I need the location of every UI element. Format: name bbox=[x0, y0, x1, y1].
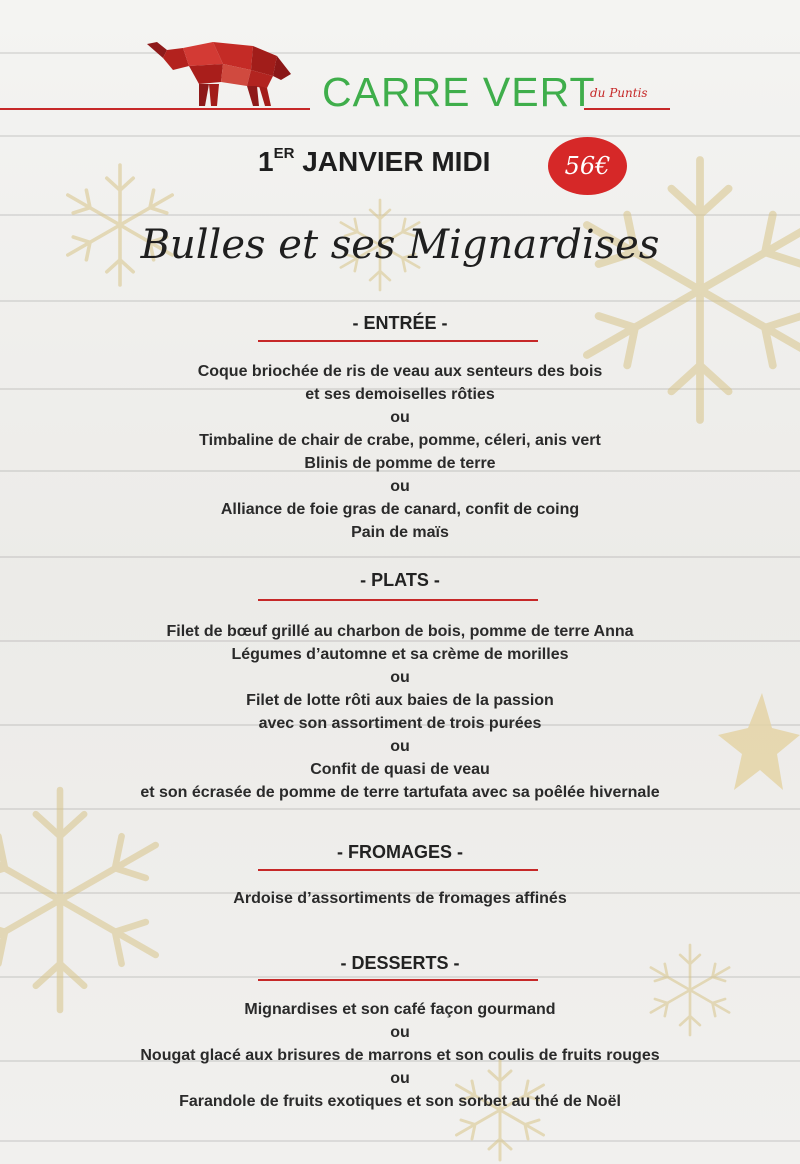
menu-line: ou bbox=[390, 738, 410, 755]
header-line-left bbox=[0, 108, 310, 110]
section-lines-desserts bbox=[0, 998, 800, 1113]
section-title-fromages: - FROMAGES - bbox=[337, 842, 463, 862]
menu-line: ou bbox=[390, 1070, 410, 1087]
section-rule bbox=[258, 869, 538, 871]
menu-line: Filet de bœuf grillé au charbon de bois, pomme de terre Anna bbox=[166, 623, 634, 640]
menu-line: ou bbox=[390, 478, 410, 495]
menu-line: Coque briochée de ris de veau aux senteurs des bois bbox=[197, 363, 603, 380]
section-rule bbox=[258, 599, 538, 601]
event-title-rest: JANVIER MIDI bbox=[294, 146, 491, 177]
section-lines-fromages bbox=[0, 887, 800, 910]
section-lines-entree bbox=[0, 360, 800, 544]
menu-line: Légumes d’automne et sa crème de morilles bbox=[231, 646, 569, 663]
bull-logo bbox=[143, 36, 293, 108]
menu-line: Timbaline de chair de crabe, pomme, céleri, anis vert bbox=[199, 432, 601, 449]
menu-line: Farandole de fruits exotiques et son sorbet au thé de Noël bbox=[179, 1093, 621, 1110]
section-rule bbox=[258, 979, 538, 981]
event-day-suffix: ER bbox=[273, 145, 295, 162]
menu-line: Confit de quasi de veau bbox=[310, 761, 490, 778]
menu-line: Pain de maïs bbox=[351, 524, 449, 541]
section-title-entree: - ENTRÉE - bbox=[352, 313, 448, 333]
header-line-right bbox=[584, 108, 670, 110]
brand-subtitle: du Puntis bbox=[590, 86, 648, 100]
tagline: Bulles et ses Mignardises bbox=[140, 222, 660, 268]
menu-line: ou bbox=[390, 1024, 410, 1041]
section-rule bbox=[258, 340, 538, 342]
section-title-desserts: - DESSERTS - bbox=[340, 953, 460, 973]
brand-name: CARRE VERT bbox=[322, 69, 596, 115]
menu-line: Alliance de foie gras de canard, confit de coing bbox=[220, 501, 580, 518]
menu-line: et son écrasée de pomme de terre tartufata avec sa poêlée hivernale bbox=[140, 784, 660, 801]
section-title-plats: - PLATS - bbox=[360, 570, 440, 590]
menu-line: Nougat glacé aux brisures de marrons et son coulis de fruits rouges bbox=[140, 1047, 660, 1064]
menu-line: Blinis de pomme de terre bbox=[304, 455, 496, 472]
section-lines-plats bbox=[0, 620, 800, 804]
menu-line: ou bbox=[390, 409, 410, 426]
price-badge: 56€ bbox=[548, 137, 627, 195]
event-title bbox=[258, 145, 491, 177]
menu-line: Filet de lotte rôti aux baies de la passion bbox=[246, 692, 554, 709]
event-day: 1 bbox=[258, 146, 274, 177]
menu-line: Ardoise d’assortiments de fromages affinés bbox=[233, 890, 567, 907]
menu-line: ou bbox=[390, 669, 410, 686]
menu-line: avec son assortiment de trois purées bbox=[258, 715, 542, 732]
menu-line: Mignardises et son café façon gourmand bbox=[244, 1001, 556, 1018]
menu-line: et ses demoiselles rôties bbox=[305, 386, 495, 403]
